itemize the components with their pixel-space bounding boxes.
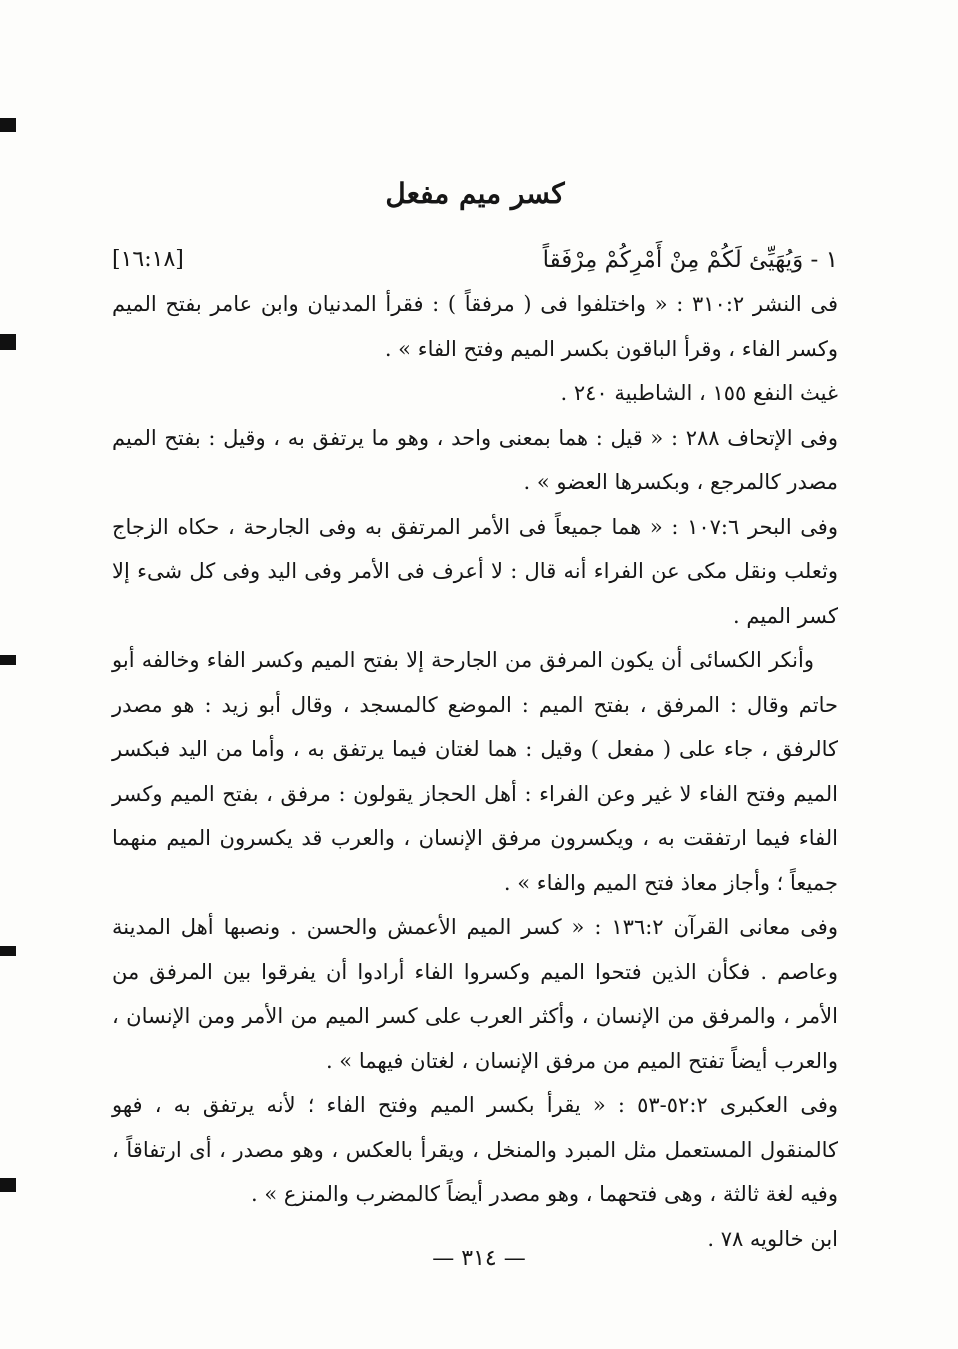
verse-reference: [١٦:١٨] — [112, 247, 184, 272]
page-title: كسر ميم مفعل — [385, 177, 565, 210]
paragraph-bahr: وفى البحر ١٠٧:٦ : « هما جميعاً فى الأمر المرتفق به وفى الجارحة ، حكاه الزجاج وثعلب ونقل مكى عن الفراء أنه قال : لا أعرف فى الأمر وفى اليد وفى كل شىء إلا كسر الميم . — [112, 514, 838, 628]
paragraph-ithaf: وفى الإتحاف ٢٨٨ : « قيل : هما بمعنى واحد ، وهو ما يرتفق به ، وقيل : بفتح الميم مصدر كالمرجع ، وبكسرها العضو » . — [112, 425, 838, 494]
paragraph-ghayth: غيث النفع ١٥٥ ، الشاطبية ٢٤٠ . — [560, 381, 838, 405]
verse-text: ١ - وَيُهَيِّئ لَكُمْ مِنْ أَمْرِكُمْ مِرْفَقاً — [542, 247, 838, 273]
binding-mark — [0, 655, 16, 665]
paragraph-nashr: فى النشر ٣١٠:٢ : « واختلفوا فى ( مرفقاً ) : فقرأ المدنيان وابن عامر بفتح الميم وكسر الفاء ، وقرأ الباقون بكسر الميم وفتح الفاء » . — [112, 292, 838, 361]
paragraph-khalawayh: ابن خالويه ٧٨ . — [707, 1226, 838, 1251]
paragraph-ukbari: وفى العكبرى ٥٢:٢-٥٣ : « يقرأ بكسر الميم وفتح الفاء ؛ لأنه يرتفق به ، فهو كالمنقول المستعمل مثل المبرد والمنخل ، ويقرأ بالعكس ، وهو مصدر ، أى ارتفاقاً ، وفيه لغة ثالثة ، وهى فتحهما ، وهو مصدر أيضاً كالمضرب والمنزع » . — [112, 1093, 839, 1206]
binding-mark — [0, 1178, 16, 1192]
paragraph-maani: وفى معانى القرآن ١٣٦:٢ : « كسر الميم الأعمش والحسن . ونصبها أهل المدينة وعاصم . فكأن الذين فتحوا الميم وكسروا الفاء أرادوا أن يفرقوا بين المرفق من الأمر ، والمرفق من الإنسان ، وأكثر العرب على كسر الميم من الأمر ومن الإنسان ، والعرب أيضاً تفتح الميم من مرفق الإنسان ، لغتان فيهما » . — [112, 915, 838, 1073]
paragraph-kisai: وأنكر الكسائى أن يكون المرفق من الجارحة إلا بفتح الميم وكسر الفاء وخالفه أبو حاتم وقال : المرفق ، بفتح الميم : الموضع كالمسجد ، وقال أبو زيد : هو مصدر كالرفق ، جاء على ( مفعل ) وقيل : هما لغتان فيما يرتفق به ، وأما من اليد فبكسر الميم وفتح الفاء لا غير وعن الفراء : أهل الحجاز يقولون : مرفق ، بفتح الميم وكسر الفاء فيما ارتفقت به ، ويكسرون مرفق الإنسان ، والعرب قد يكسرون الميم منهما جميعاً ؛ وأجاز معاذ فتح الميم والفاء » . — [112, 648, 838, 895]
binding-mark — [0, 118, 16, 132]
binding-mark — [0, 946, 16, 956]
page-number: — ٣١٤ — — [432, 1246, 526, 1271]
verse-entry — [112, 238, 838, 282]
page-body — [112, 172, 838, 1261]
binding-mark — [0, 334, 16, 350]
